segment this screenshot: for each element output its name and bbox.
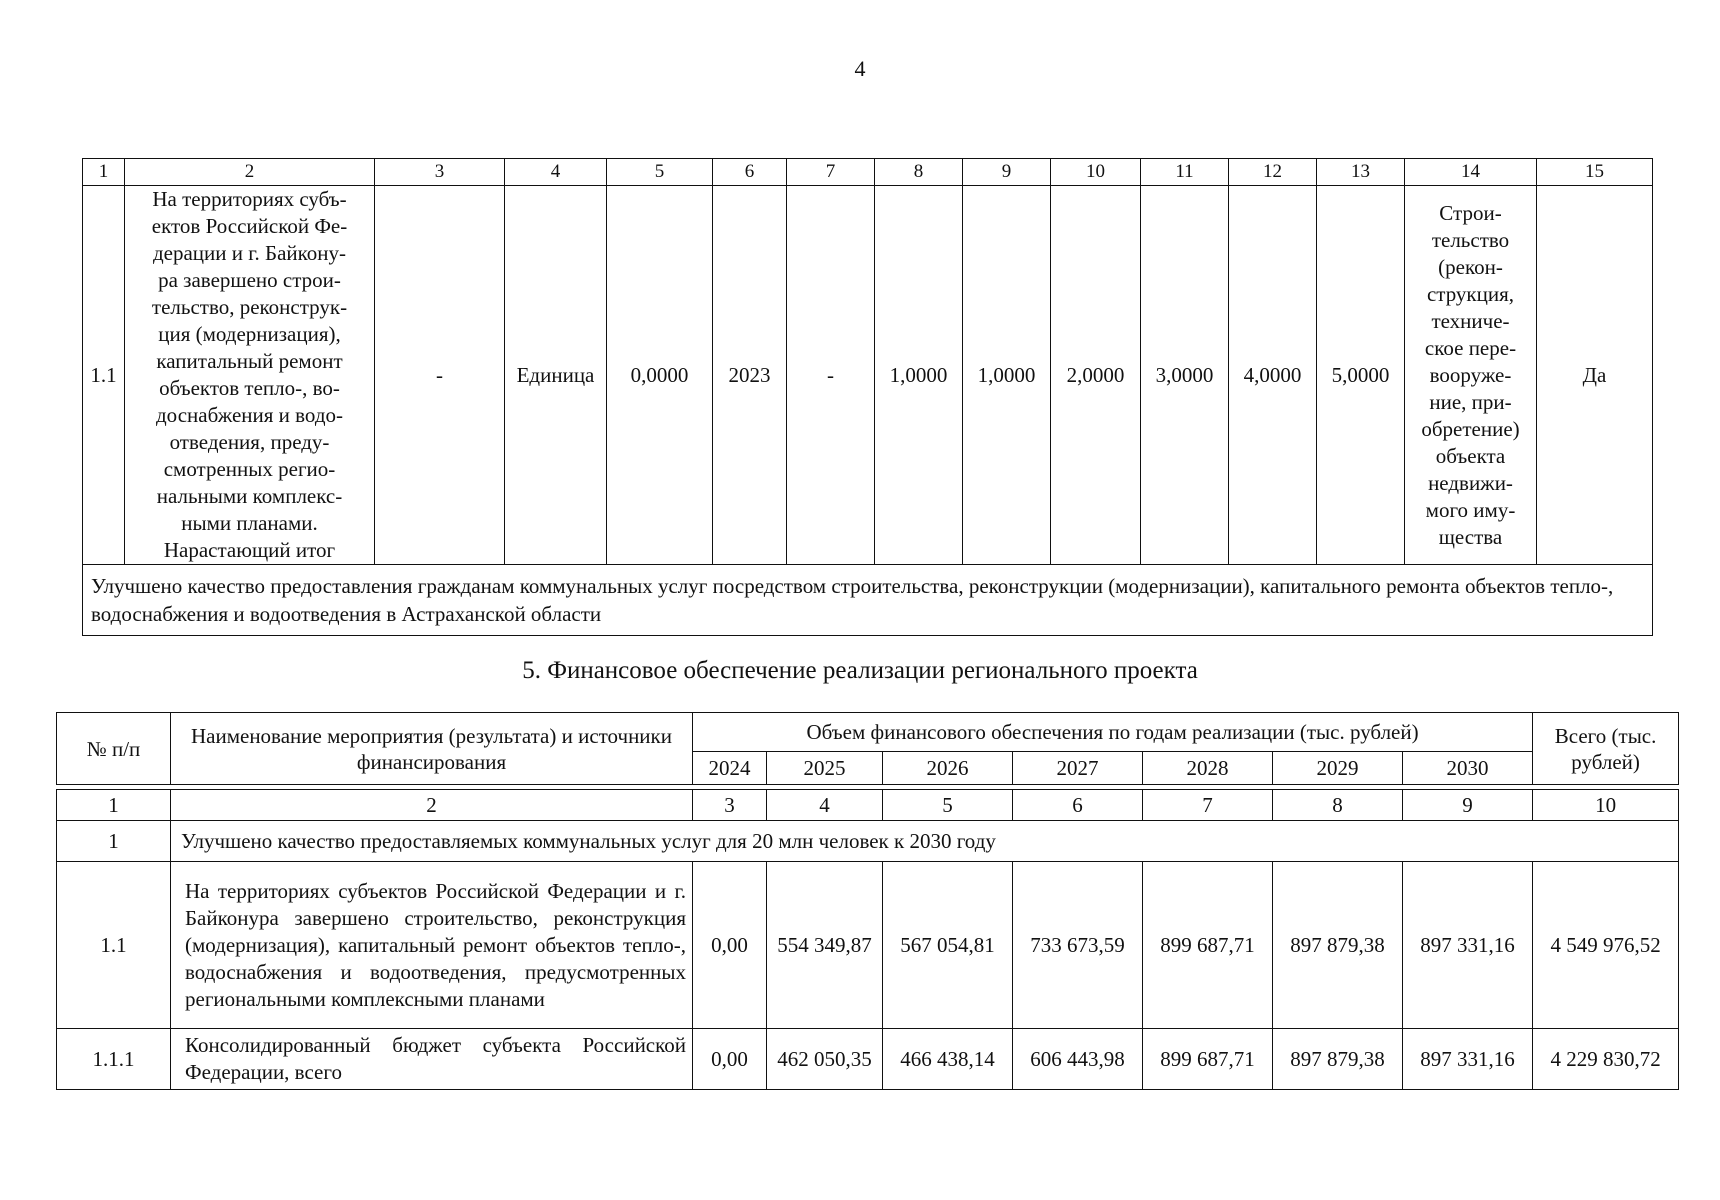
total-cell: 4 549 976,52 [1533, 862, 1679, 1029]
column-number: 13 [1317, 159, 1405, 186]
column-number-row [57, 790, 1679, 821]
object-type-line: техниче- [1431, 308, 1510, 333]
amount-cell: 462 050,35 [767, 1029, 883, 1090]
total-cell: 4 229 830,72 [1533, 1029, 1679, 1090]
amount-cell: 899 687,71 [1143, 1029, 1273, 1090]
object-type-line: щества [1438, 524, 1503, 549]
column-number: 2 [125, 159, 375, 186]
year-header: 2026 [883, 752, 1013, 785]
measure-name: Консолидированный бюджет субъекта Российской Федерации, всего [171, 1029, 693, 1090]
amount-cell: 899 687,71 [1143, 862, 1273, 1029]
column-number-row [83, 159, 1653, 186]
amount-cell: 554 349,87 [767, 862, 883, 1029]
indicator-name-line: доснабжения и водо- [155, 403, 344, 427]
indicator-name-line: отведения, преду- [169, 430, 330, 454]
amount-cell: 897 331,16 [1403, 1029, 1533, 1090]
amount-cell: 897 879,38 [1273, 1029, 1403, 1090]
column-number: 7 [1143, 790, 1273, 821]
column-number: 8 [875, 159, 963, 186]
year-header: 2030 [1403, 752, 1533, 785]
year-header: 2028 [1143, 752, 1273, 785]
column-number: 10 [1051, 159, 1141, 186]
column-number: 12 [1229, 159, 1317, 186]
column-number: 9 [1403, 790, 1533, 821]
column-number: 1 [83, 159, 125, 186]
object-type-line: объекта [1435, 443, 1506, 468]
flag-cell: Да [1537, 186, 1653, 565]
object-type-line: тельство [1431, 227, 1510, 252]
indicator-name-line: капитальный ремонт [156, 349, 343, 373]
header-name: Наименование мероприятия (результата) и источники финансирования [171, 713, 693, 785]
indicator-name-line: ра завершено строи- [158, 268, 341, 292]
row-number: 1.1.1 [57, 1029, 171, 1090]
value-cell: 1,0000 [875, 186, 963, 565]
value-cell: 2,0000 [1051, 186, 1141, 565]
year-header: 2029 [1273, 752, 1403, 785]
row-number: 1.1 [83, 186, 125, 565]
header-total: Всего (тыс. рублей) [1533, 713, 1679, 785]
object-type-line: Строи- [1439, 200, 1502, 225]
amount-cell: 897 331,16 [1403, 862, 1533, 1029]
row-number: 1.1 [57, 862, 171, 1029]
amount-cell: 466 438,14 [883, 1029, 1013, 1090]
column-number: 11 [1141, 159, 1229, 186]
column-number: 5 [883, 790, 1013, 821]
goal-text: Улучшено качество предоставления гражданам коммунальных услуг посредством строительства, реконструкции (модернизации), капитального ремонта объектов тепло-, водоснабжения и водоотведения в Астраханской области [83, 565, 1653, 636]
column-number: 4 [505, 159, 607, 186]
value-cell: 5,0000 [1317, 186, 1405, 565]
object-type-line: вооруже- [1429, 362, 1512, 387]
object-type-line: ское пере- [1424, 335, 1517, 360]
column-number: 8 [1273, 790, 1403, 821]
column-number: 4 [767, 790, 883, 821]
section-title: 5. Финансовое обеспечение реализации регионального проекта [522, 657, 1198, 684]
amount-cell: 897 879,38 [1273, 862, 1403, 1029]
indicator-name-line: Нарастающий итог [163, 538, 336, 562]
column-number: 9 [963, 159, 1051, 186]
object-type-cell [1405, 186, 1537, 565]
indicator-name-line: тельство, реконструк- [151, 295, 348, 319]
amount-cell: 0,00 [693, 862, 767, 1029]
goal-row [57, 821, 1679, 862]
column-number: 6 [1013, 790, 1143, 821]
year-header: 2025 [767, 752, 883, 785]
header-row [57, 713, 1679, 752]
table-row [83, 186, 1653, 565]
object-type-line: струкция, [1426, 281, 1515, 306]
object-type-line: обретение) [1421, 416, 1520, 441]
column-number: 1 [57, 790, 171, 821]
table-row [57, 862, 1679, 1029]
column-number: 3 [693, 790, 767, 821]
indicator-name-line: ектов Российской Фе- [151, 214, 348, 238]
row-number: 1 [57, 821, 171, 862]
header-volume: Объем финансового обеспечения по годам реализации (тыс. рублей) [693, 713, 1533, 752]
column-number: 10 [1533, 790, 1679, 821]
value-cell: 3,0000 [1141, 186, 1229, 565]
indicator-name-line: нальными комплекс- [156, 484, 343, 508]
table-cell: - [787, 186, 875, 565]
column-number: 6 [713, 159, 787, 186]
value-cell: 1,0000 [963, 186, 1051, 565]
table-cell: - [375, 186, 505, 565]
goal-text: Улучшено качество предоставляемых коммунальных услуг для 20 млн человек к 2030 году [171, 821, 1679, 862]
page-number: 4 [854, 56, 866, 81]
column-number: 14 [1405, 159, 1537, 186]
amount-cell: 733 673,59 [1013, 862, 1143, 1029]
column-number: 3 [375, 159, 505, 186]
amount-cell: 0,00 [693, 1029, 767, 1090]
table-row [57, 1029, 1679, 1090]
indicator-name-line: ция (модернизация), [158, 322, 341, 346]
goal-row [83, 565, 1653, 636]
object-type-line: мого иму- [1425, 497, 1516, 522]
column-number: 2 [171, 790, 693, 821]
column-number: 7 [787, 159, 875, 186]
column-number: 5 [607, 159, 713, 186]
indicator-name-line: объектов тепло-, во- [159, 376, 340, 400]
unit-cell: Единица [505, 186, 607, 565]
indicator-name-line: смотренных регио- [163, 457, 336, 481]
year-header: 2024 [693, 752, 767, 785]
financing-table [56, 712, 1679, 1090]
object-type-line: ние, при- [1429, 389, 1512, 414]
object-type-line: недвижи- [1428, 470, 1513, 495]
indicators-table [82, 158, 1653, 636]
header-num: № п/п [57, 713, 171, 785]
indicator-name-line: ными планами. [181, 511, 318, 535]
amount-cell: 606 443,98 [1013, 1029, 1143, 1090]
object-type-line: (рекон- [1438, 254, 1503, 279]
indicator-name-line: На территориях субъ- [152, 187, 347, 211]
base-value-cell: 0,0000 [607, 186, 713, 565]
indicator-name-line: дерации и г. Байкону- [152, 241, 346, 265]
column-number: 15 [1537, 159, 1653, 186]
measure-name: На территориях субъектов Российской Федерации и г. Байконура завершено строительство, реконструкция (модернизация), капитальный ремонт объектов тепло-, водоснабжения и водоотведения, предусмотренных региональными комплексными планами [171, 862, 693, 1029]
value-cell: 4,0000 [1229, 186, 1317, 565]
year-header: 2027 [1013, 752, 1143, 785]
amount-cell: 567 054,81 [883, 862, 1013, 1029]
base-year-cell: 2023 [713, 186, 787, 565]
indicator-name [125, 186, 375, 565]
